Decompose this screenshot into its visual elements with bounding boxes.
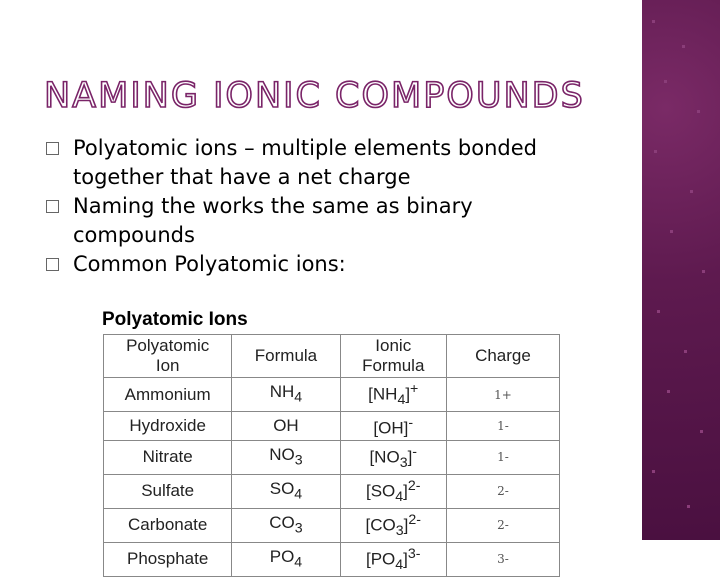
- decor-dot: [652, 470, 655, 473]
- formula-cell: $PO_4$: [232, 542, 340, 576]
- decor-dot: [682, 45, 685, 48]
- header-formula: Formula: [232, 335, 340, 378]
- table-row: [104, 474, 560, 508]
- ion-name-cell: Nitrate: [104, 440, 232, 474]
- bullet-item: [46, 250, 606, 279]
- bullet-line: compounds: [73, 223, 195, 247]
- charge-cell: 1+: [446, 378, 559, 412]
- charge-cell: 1-: [446, 440, 559, 474]
- decor-dot: [690, 190, 693, 193]
- ionic-formula-cell: [OH]-: [340, 412, 446, 441]
- ionic-formula-cell: $[PO_4]^{3-}$: [340, 542, 446, 576]
- formula-cell: $SO_4$: [232, 474, 340, 508]
- bullet-box-icon: [46, 142, 59, 155]
- ion-name-cell: Sulfate: [104, 474, 232, 508]
- header-polyatomic-ion: Polyatomic Ion: [104, 335, 232, 378]
- decor-dot: [687, 505, 690, 508]
- ion-name-cell: Ammonium: [104, 378, 232, 412]
- ionic-formula-cell: $[CO_3]^{2-}$: [340, 508, 446, 542]
- ionic-formula-cell: $[NH_4]^+$: [340, 378, 446, 412]
- table-row: [104, 378, 560, 412]
- bullet-line: Naming the works the same as binary: [73, 194, 473, 218]
- bullet-box-icon: [46, 200, 59, 213]
- bullet-list: [46, 134, 606, 279]
- bullet-line: together that have a net charge: [73, 165, 411, 189]
- formula-cell: OH: [232, 412, 340, 441]
- formula-cell: $CO_3$: [232, 508, 340, 542]
- bullet-item: [46, 192, 606, 250]
- bullet-item: [46, 134, 606, 192]
- ion-name-cell: Hydroxide: [104, 412, 232, 441]
- charge-cell: 2-: [446, 508, 559, 542]
- ion-name-cell: Carbonate: [104, 508, 232, 542]
- decor-dot: [654, 150, 657, 153]
- header-charge: Charge: [446, 335, 559, 378]
- table-row: [104, 542, 560, 576]
- table-row: [104, 412, 560, 441]
- header-ionic-formula: Ionic Formula: [340, 335, 446, 378]
- ionic-formula-cell: $[NO_3]^-$: [340, 440, 446, 474]
- side-decor-panel: [642, 0, 720, 540]
- table-row: [104, 440, 560, 474]
- decor-dot: [670, 230, 673, 233]
- table-row: [104, 508, 560, 542]
- decor-dot: [684, 350, 687, 353]
- decor-dot: [702, 270, 705, 273]
- table-title: Polyatomic Ions: [102, 309, 248, 330]
- ion-name-cell: Phosphate: [104, 542, 232, 576]
- decor-dot: [667, 390, 670, 393]
- decor-dot: [700, 430, 703, 433]
- decor-dot: [664, 80, 667, 83]
- bullet-line: Common Polyatomic ions:: [73, 252, 346, 276]
- decor-dot: [697, 110, 700, 113]
- formula-cell: $NH_4$: [232, 378, 340, 412]
- table-header-row: [104, 335, 560, 378]
- formula-cell: $NO_3$: [232, 440, 340, 474]
- bullet-box-icon: [46, 258, 59, 271]
- decor-dot: [657, 310, 660, 313]
- charge-cell: 1-: [446, 412, 559, 441]
- slide-title: NAMING IONIC COMPOUNDS: [44, 76, 585, 116]
- polyatomic-ions-table: [103, 334, 560, 577]
- ionic-formula-cell: $[SO_4]^{2-}$: [340, 474, 446, 508]
- decor-dot: [652, 20, 655, 23]
- charge-cell: 2-: [446, 474, 559, 508]
- charge-cell: 3-: [446, 542, 559, 576]
- bullet-line: Polyatomic ions – multiple elements bonded: [73, 136, 537, 160]
